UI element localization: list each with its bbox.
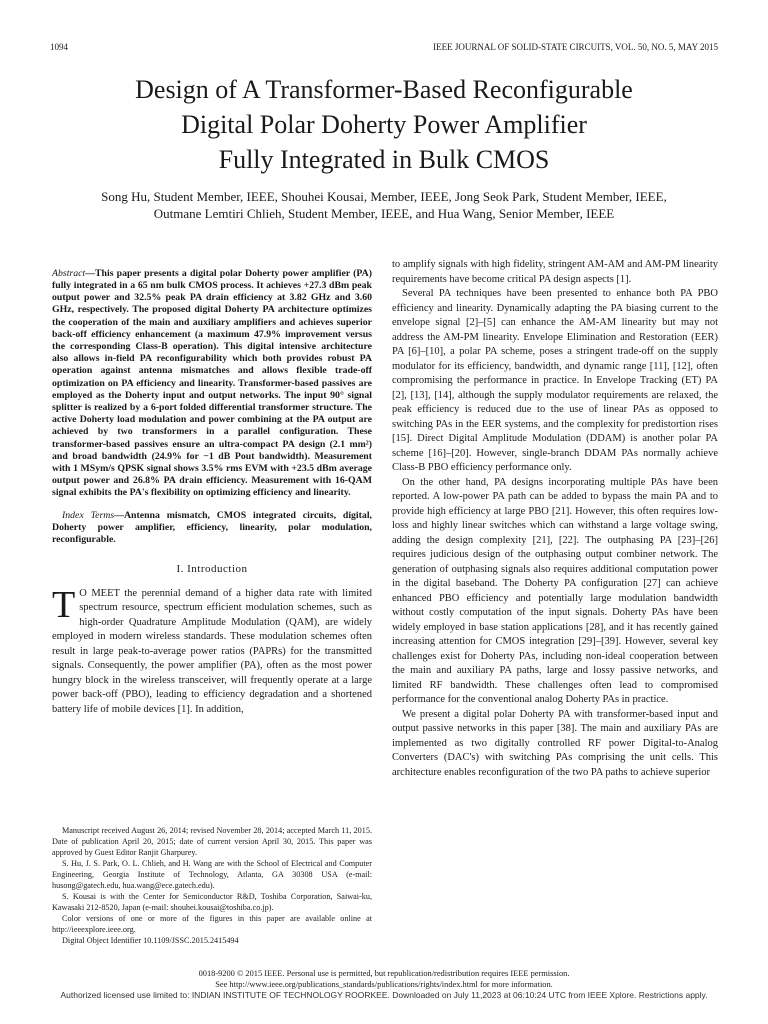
footnote: S. Hu, J. S. Park, O. L. Chlieh, and H. Wang are with the School of Electrical and Computer Engineering, Georgia Institute of Technology, Atlanta, GA 30308 USA (e-mail: husong@gatech.edu, hua.wang@ece.gatech.edu). xyxy=(52,859,372,890)
author-list xyxy=(40,188,728,222)
body-paragraph: On the other hand, PA designs incorporating multiple PAs have been reported. A low-power PA path can be added to bypass the main PA and to provide high efficiency at large PBO [21]. However, this often requires low-loss and highly linear switches which can withstand a large voltage swing, adding the design complexity [21], [22]. The outphasing PA [23]–[26] requires judicious design of the outphasing output combiner network. The generation of outphasing signals also requires additional computation power in the digital baseband. The Doherty PA configuration [27] can achieve enhanced PBO efficiency and potentially large modulation bandwidth without costly computation of the input signals. Doherty PAs have been widely employed in base station applications [28], and it has recently gained increasing attention for CMOS integration [29]–[39]. However, several key challenges exist for Doherty PAs, including non-ideal cooperation between the main and auxiliary PA paths, large and lossy passive networks, and limited RF bandwidth. These challenges often lead to compromised performance for the conventional analog Doherty PAs in practice. xyxy=(392,476,718,705)
copyright-line: 0018-9200 © 2015 IEEE. Personal use is permitted, but republication/redistribution requires IEEE permission. xyxy=(198,969,570,978)
title-line: Design of A Transformer-Based Reconfigurable xyxy=(135,75,633,104)
copyright-link-line: See http://www.ieee.org/publications_standards/publications/rights/index.html for more information. xyxy=(215,980,553,989)
intro-text: O MEET the perennial demand of a higher data rate with limited spectrum resource, spectrum efficient modulation schemes, such as high-order Quadrature Amplitude Modulation (QAM), are widely employed in modern wireless standards. These modulation schemes often result in large peak-to-average power ratios (PAPRs) for the transmitted signals. Consequently, the power amplifier (PA), often as the most power hungry block in the wireless transceiver, will frequently operate at a large power back-off (PBO), leading to efficiency degradation and a shortened battery life of mobile devices [1]. In addition, xyxy=(52,587,372,715)
footnote: Manuscript received August 26, 2014; revised November 28, 2014; accepted March 11, 2015. Date of publication April 20, 2015; date of current version April 30, 2015. This paper was approved by Guest Editor Ranjit Gharpurey. xyxy=(52,826,372,857)
index-terms-label: Index Terms xyxy=(62,509,115,521)
footnote: Digital Object Identifier 10.1109/JSSC.2015.2415494 xyxy=(62,936,239,945)
body-paragraph: Several PA techniques have been presented to enhance both PA PBO efficiency and linearity. Dynamically adapting the PA biasing current to the envelope signal [2]–[5] can enhance the AM-AM linearity but may not address the AM-PM linearity. Envelope Elimination and Restoration (EER) PA [6]–[10], a polar PA scheme, poses a stringent trade-off on the supply modulator for its efficiency, bandwidth, and dynamic range [11], [12], often compromising the performance in practice. In Envelope Tracking (ET) PA [2], [13], [14], although the supply modulator requirements are relaxed, the peak efficiency is reduced due to the use of linear PAs as opposed to switching PAs in the EER systems, and the complexity for predistortion rises [15]. Direct Digital Amplitude Modulation (DDAM) is another polar PA scheme [16]–[20]. However, single-branch DDAM PAs normally achieve Class-B PBO efficiency performance only. xyxy=(392,288,718,473)
copyright-notice xyxy=(52,968,716,990)
body-paragraph: to amplify signals with high fidelity, stringent AM-AM and AM-PM linearity requirements have become critical PA design aspects [1]. xyxy=(392,259,718,285)
footnote: S. Kousai is with the Center for Semiconductor R&D, Toshiba Corporation, Saiwai-ku, Kawasaki 212-8520, Japan (e-mail: shouhei.kousai@toshiba.co.jp). xyxy=(52,892,372,912)
intro-paragraph xyxy=(52,583,372,718)
drop-cap: T xyxy=(52,583,76,626)
left-column xyxy=(52,258,372,717)
abstract xyxy=(52,268,372,500)
journal-citation: IEEE JOURNAL OF SOLID-STATE CIRCUITS, VOL. 50, NO. 5, MAY 2015 xyxy=(433,42,718,52)
paper-title xyxy=(40,72,728,177)
footnote: Color versions of one or more of the figures in this paper are available online at http://ieeexplore.ieee.org. xyxy=(52,914,372,934)
right-column xyxy=(392,258,718,780)
author-line: Song Hu, Student Member, IEEE, Shouhei Kousai, Member, IEEE, Jong Seok Park, Student Member, IEEE, xyxy=(101,189,667,204)
abstract-label: Abstract xyxy=(52,267,86,279)
body-paragraph: We present a digital polar Doherty PA with transformer-based input and output passive networks in this paper [38]. The main and auxiliary PAs are implemented as two digitally controlled RF power Digital-to-Analog Converters (DAC's) with switching PAs comprising the unit cells. This architecture enables reconfiguration of the two PA paths to achieve superior xyxy=(392,708,718,778)
footnotes xyxy=(52,825,372,946)
license-notice: Authorized licensed use limited to: INDIAN INSTITUTE OF TECHNOLOGY ROORKEE. Downloaded on July 11,2023 at 06:10:24 UTC from IEEE Xplore. Restrictions apply. xyxy=(60,990,708,1000)
index-terms xyxy=(52,510,372,547)
running-header xyxy=(50,42,718,56)
author-line: Outmane Lemtiri Chlieh, Student Member, IEEE, and Hua Wang, Senior Member, IEEE xyxy=(153,206,615,221)
abstract-text: —This paper presents a digital polar Doherty power amplifier (PA) fully integrated in a 65 nm bulk CMOS process. It achieves +27.3 dBm peak output power and 32.5% peak PA drain efficiency at 3.82 GHz and 3.60 GHz, respectively. The proposed digital Doherty PA architecture optimizes the cooperation of the main and auxiliary amplifiers and achieves superior back-off efficiency enhancement (a maximum 47.9% improvement versus the corresponding Class-B operation). This digital intensive architecture also allows in-field PA reconfigurability which both provides robust PA operation against antenna mismatches and allows flexible trade-off optimization on PA efficiency and linearity. Transformer-based passives are employed as the Doherty input and output networks. The input 90° signal splitter is realized by a 6-port folded differential transformer structure. The active Doherty load modulation and power combining at the PA output are achieved by two transformers in a parallel configuration. These transformer-based passives ensure an ultra-compact PA design (2.1 mm²) and broad bandwidth (24.9% for −1 dB Pout bandwidth). Measurement with 1 MSym/s QPSK signal shows 3.5% rms EVM with +23.5 dBm average output power and 26.8% PA drain efficiency. Measurement with 16-QAM signal exhibits the PA's flexibility on optimizing efficiency and linearity. xyxy=(52,267,372,499)
section-heading: I. Introduction xyxy=(176,563,248,576)
index-terms-text: —Antenna mismatch, CMOS integrated circuits, digital, Doherty power amplifier, efficiency, linearity, polar modulation, reconfigurable. xyxy=(52,509,372,546)
title-line: Digital Polar Doherty Power Amplifier xyxy=(181,110,587,139)
page-number: 1094 xyxy=(50,42,68,52)
title-line: Fully Integrated in Bulk CMOS xyxy=(218,145,550,174)
